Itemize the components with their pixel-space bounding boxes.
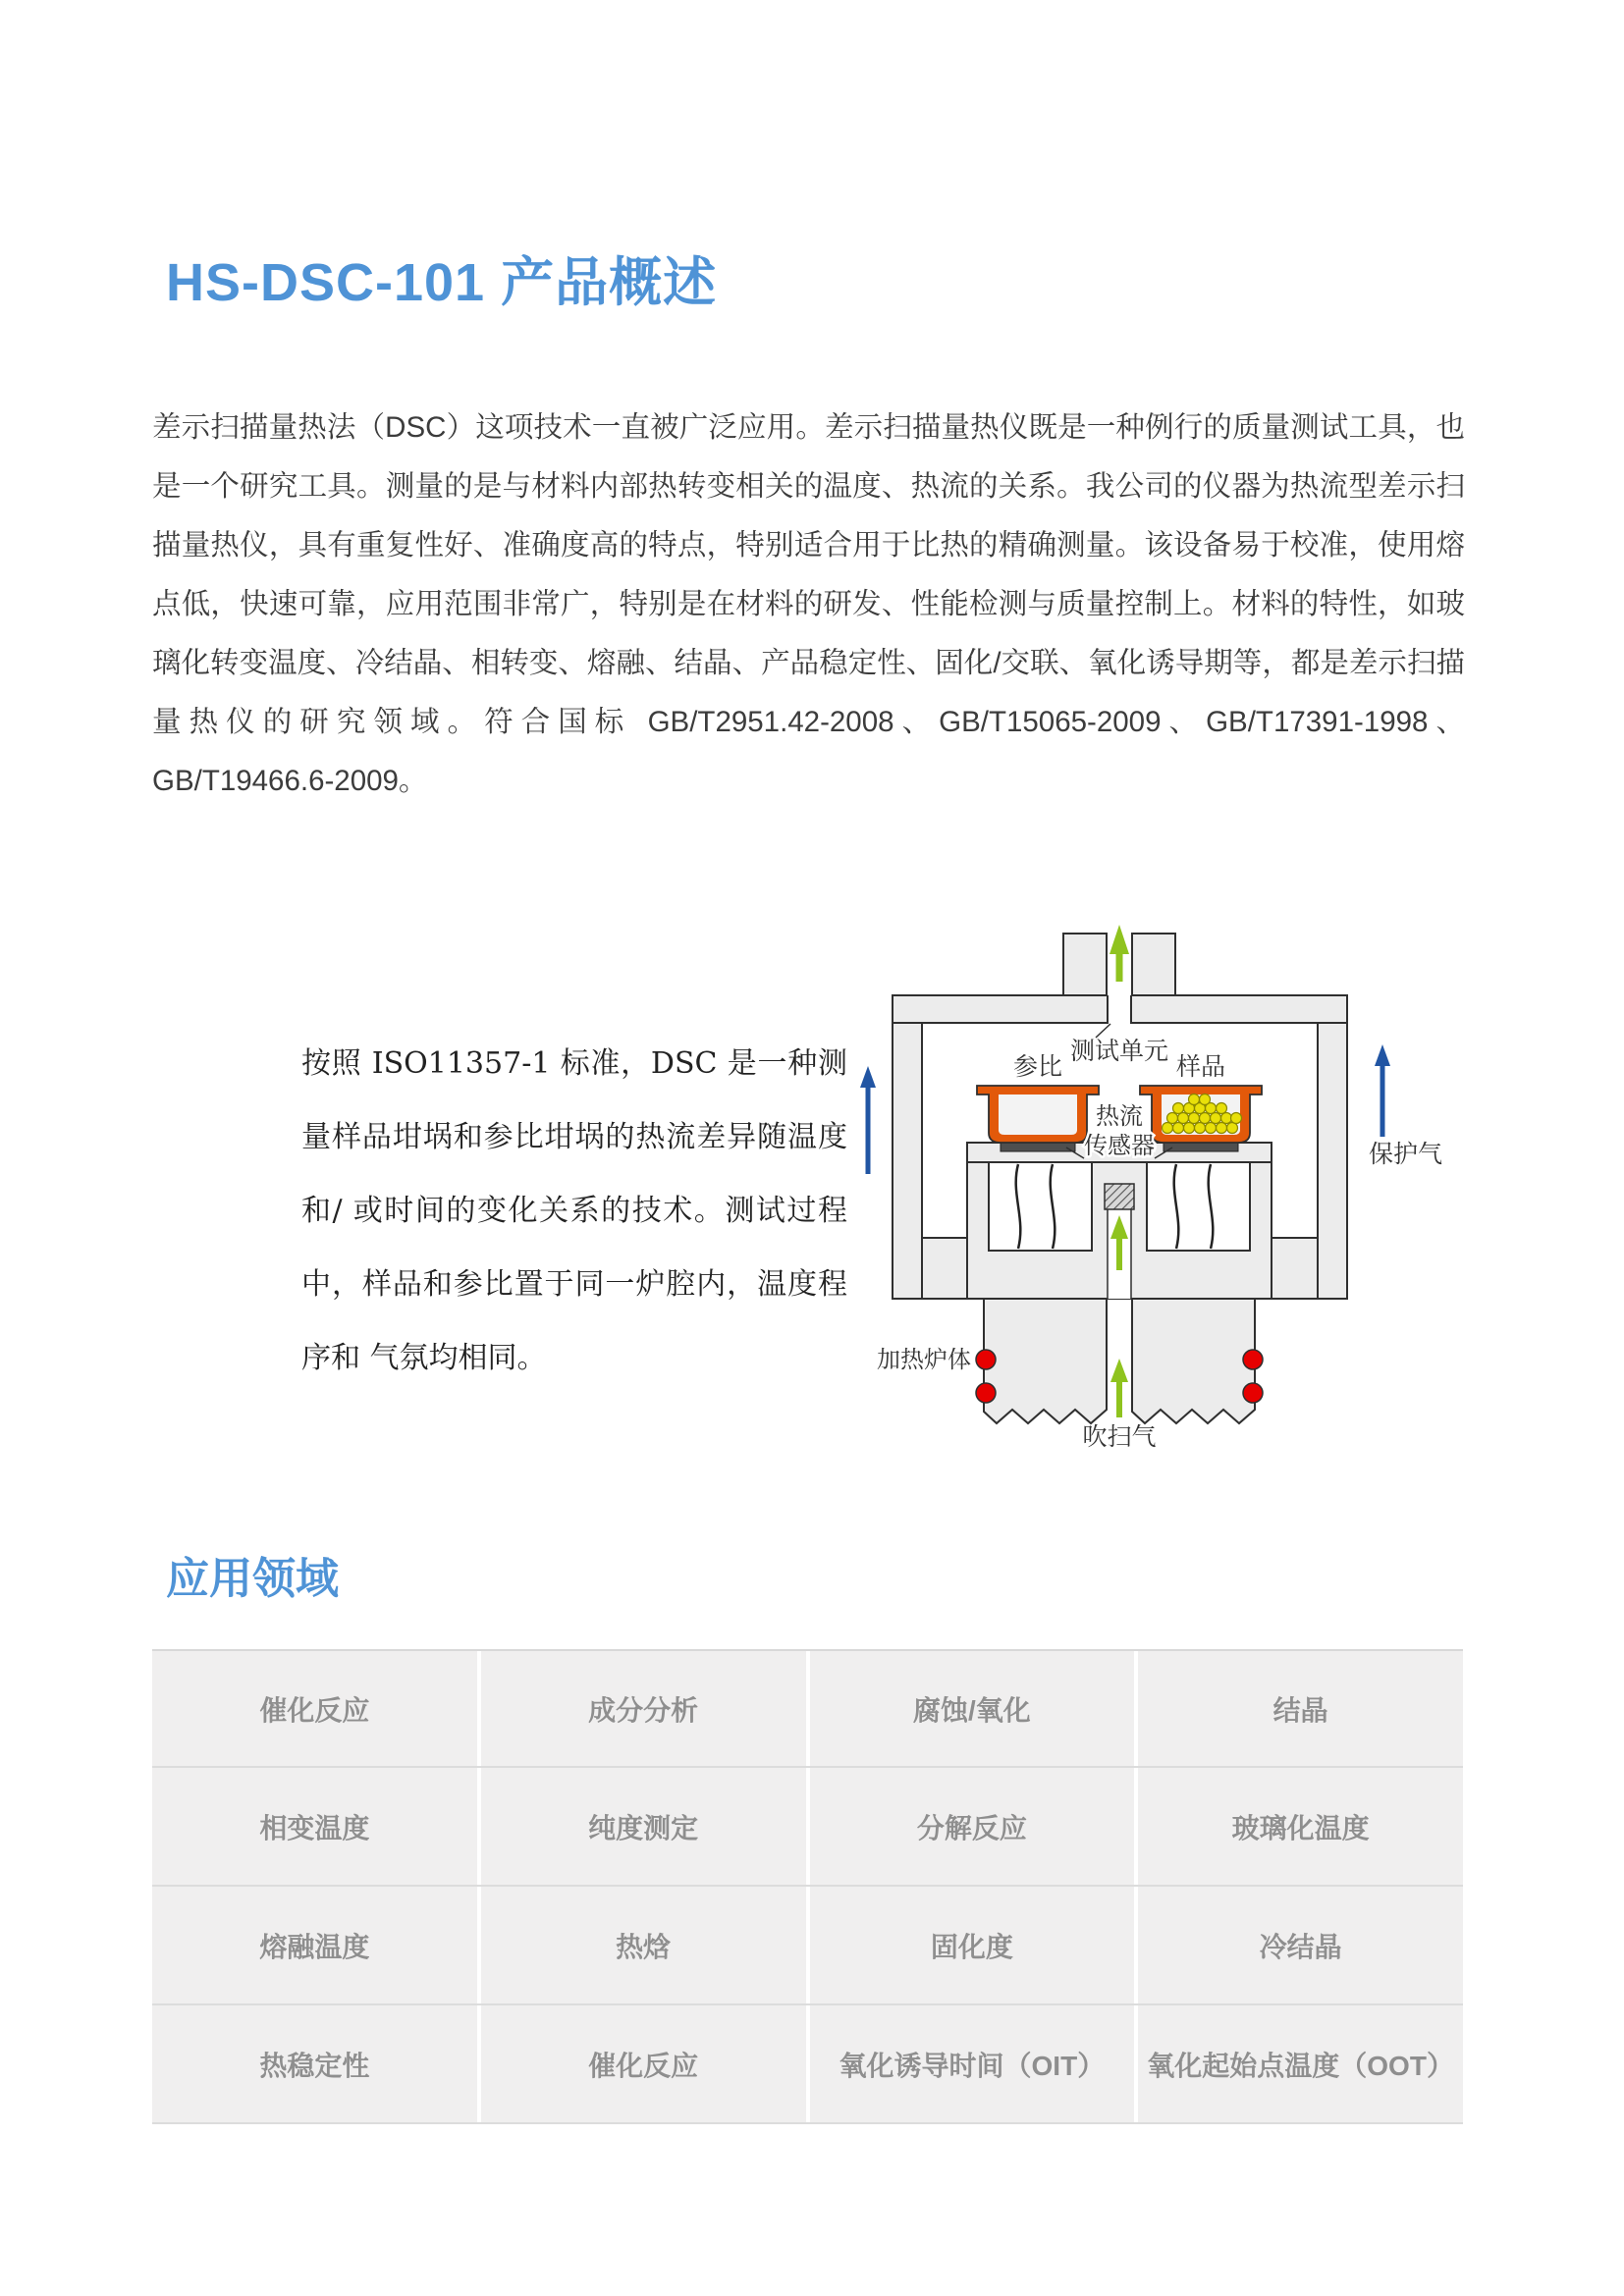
test-unit-pointer bbox=[1096, 1024, 1110, 1038]
label-furnace-body: 加热炉体 bbox=[877, 1346, 971, 1373]
app-cell: 玻璃化温度 bbox=[1138, 1768, 1463, 1885]
app-cell: 结晶 bbox=[1138, 1651, 1463, 1766]
applications-section-title: 应用领域 bbox=[166, 1554, 339, 1604]
applications-table bbox=[152, 1649, 1463, 2124]
label-protect-gas: 保护气 bbox=[1369, 1140, 1443, 1168]
vent-slot bbox=[1108, 994, 1131, 1025]
app-cell: 相变温度 bbox=[152, 1768, 481, 1885]
app-cell: 纯度测定 bbox=[481, 1768, 810, 1885]
app-cell: 热稳定性 bbox=[152, 2005, 481, 2122]
sensor-plug bbox=[1105, 1184, 1134, 1209]
sensor-pad-left bbox=[1001, 1143, 1075, 1151]
label-sensor: 传感器 bbox=[1084, 1132, 1155, 1159]
dsc-diagram-svg bbox=[851, 880, 1514, 1449]
app-cell: 成分分析 bbox=[481, 1651, 810, 1766]
reference-crucible bbox=[977, 1086, 1099, 1143]
app-cell: 催化反应 bbox=[152, 1651, 481, 1766]
label-purge-gas: 吹扫气 bbox=[1082, 1422, 1157, 1449]
label-reference: 参比 bbox=[1012, 1052, 1063, 1081]
furnace-leg-right bbox=[1132, 1299, 1255, 1423]
app-cell: 催化反应 bbox=[481, 2005, 810, 2122]
label-test-unit: 测试单元 bbox=[1069, 1037, 1169, 1065]
table-row bbox=[152, 1887, 1463, 2005]
app-cell: 腐蚀/氧化 bbox=[810, 1651, 1139, 1766]
app-cell: 固化度 bbox=[810, 1887, 1139, 2003]
app-cell: 分解反应 bbox=[810, 1768, 1139, 1885]
label-sample: 样品 bbox=[1175, 1052, 1226, 1081]
app-cell: 热焓 bbox=[481, 1887, 810, 2003]
intro-paragraph: 差示扫描量热法（DSC）这项技术一直被广泛应用。差示扫描量热仪既是一种例行的质量测试工具，也是一个研究工具。测量的是与材料内部热转变相关的温度、热流的关系。我公司的仪器为热流型差示扫描量热仪，具有重复性好、准确度高的特点，特别适合用于比热的精确测量。该设备易于校准，使用熔点低，快速可靠，应用范围非常广，特别是在材料的研发、性能检测与质量控制上。材料的特性，如玻璃化转变温度、冷结晶、相转变、熔融、结晶、产品稳定性、固化/交联、氧化诱导期等，都是差示扫描量热仪的研究领域。符合国标 GB/T2951.42-2008、GB/T15065-2009、GB/T17391-1998、GB/T19466.6-2009。 bbox=[152, 411, 1465, 797]
iso-section bbox=[152, 880, 1624, 1449]
sensor-pad-right bbox=[1164, 1143, 1238, 1151]
app-cell: 熔融温度 bbox=[152, 1887, 481, 2003]
iso-description: 按照 ISO11357-1 标准，DSC 是一种测量样品坩埚和参比坩埚的热流差异随温度和/ 或时间的变化关系的技术。测试过程中，样品和参比置于同一炉腔内，温度程序和 气氛均相同。 bbox=[301, 1046, 847, 1375]
app-cell: 氧化起始点温度（OOT） bbox=[1138, 2005, 1463, 2122]
table-row bbox=[152, 2005, 1463, 2124]
app-cell: 氧化诱导时间（OIT） bbox=[810, 2005, 1139, 2122]
label-heat-flow: 热流 bbox=[1096, 1102, 1143, 1130]
table-row bbox=[152, 1649, 1463, 1768]
dsc-cell-diagram bbox=[851, 880, 1514, 1449]
furnace-leg-left bbox=[984, 1299, 1107, 1423]
table-row bbox=[152, 1768, 1463, 1887]
app-cell: 冷结晶 bbox=[1138, 1887, 1463, 2003]
page-title: HS-DSC-101 产品概述 bbox=[166, 253, 718, 312]
sample-crucible bbox=[1140, 1086, 1262, 1143]
